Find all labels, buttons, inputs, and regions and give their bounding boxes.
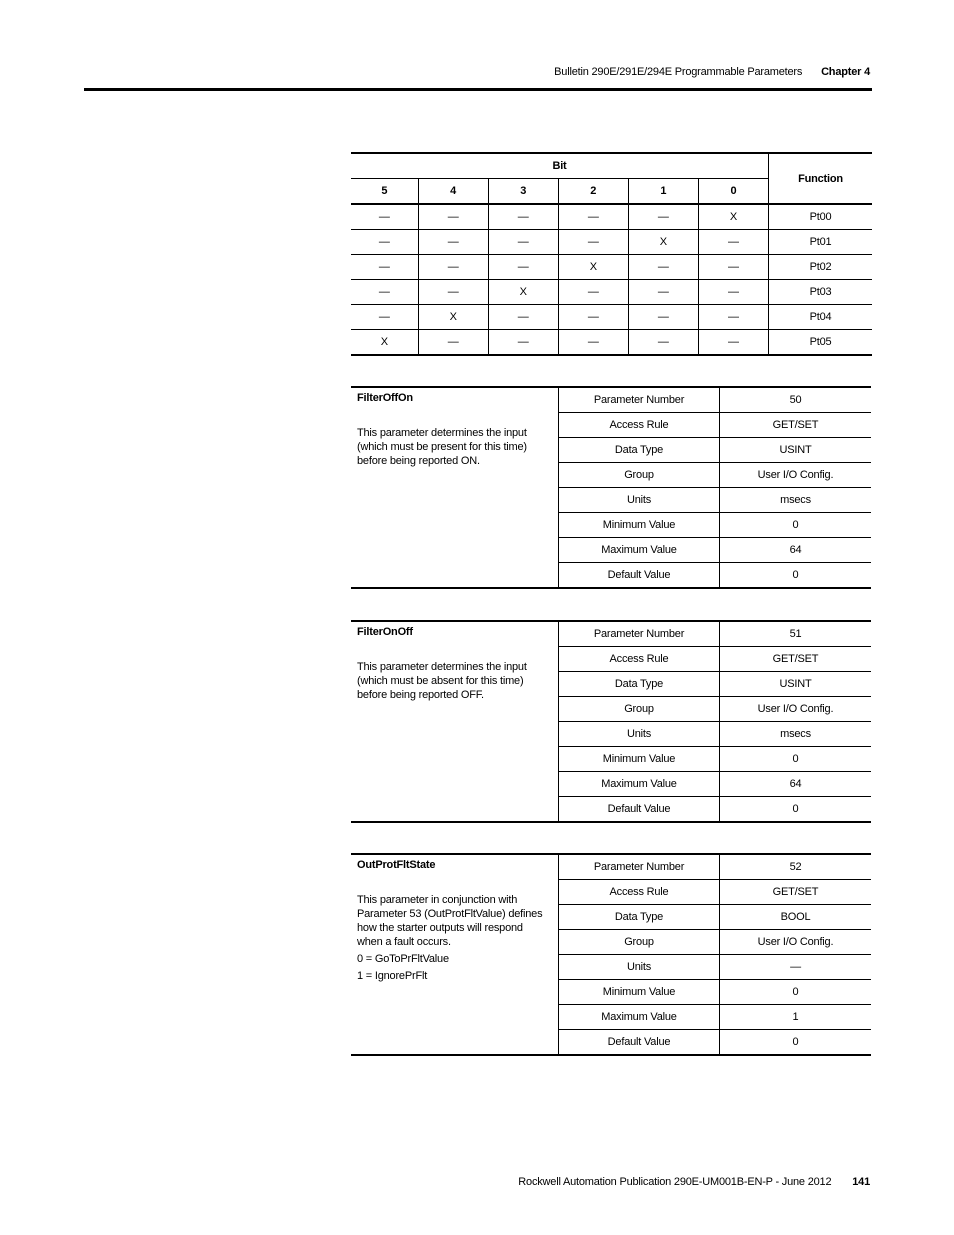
table-row [351, 387, 871, 413]
param-field-label: Group [559, 463, 720, 488]
param-field-label: Data Type [559, 905, 720, 930]
param-field-label: Units [559, 955, 720, 980]
param-table-filteroffon [351, 386, 871, 589]
option-line: 1 = IgnorePrFlt [357, 970, 428, 982]
param-field-label: Parameter Number [559, 854, 720, 880]
bit-cell: X [380, 336, 388, 348]
param-title: FilterOffOn [357, 392, 413, 404]
function-cell: Pt02 [769, 255, 873, 280]
param-field-value: BOOL [720, 905, 872, 930]
param-field-value: USINT [720, 438, 872, 463]
param-field-value: 0 [792, 803, 799, 815]
table-row [351, 255, 872, 280]
param-field-value: GET/SET [720, 880, 872, 905]
description-line: before being reported OFF. [357, 689, 484, 701]
param-field-label: Units [559, 488, 720, 513]
bit-cell: — [351, 280, 418, 305]
description-line: how the starter outputs will respond [357, 922, 523, 934]
param-title: OutProtFltState [357, 859, 436, 871]
bit-number-header: 0 [698, 179, 768, 205]
page-number: 141 [852, 1176, 870, 1188]
param-description [351, 854, 559, 1055]
param-description [351, 387, 559, 588]
param-field-value: 1 [720, 1005, 872, 1030]
param-field-value: 0 [720, 980, 872, 1005]
param-field-label: Units [559, 722, 720, 747]
bit-cell: — [351, 204, 418, 230]
bit-function-table [351, 152, 872, 356]
description-line: This parameter in conjunction with [357, 894, 518, 906]
bit-cell: — [698, 280, 768, 305]
param-field-label: Default Value [559, 797, 720, 823]
function-cell: Pt03 [769, 280, 873, 305]
param-description [351, 621, 559, 822]
param-field-value: 0 [720, 513, 872, 538]
param-field-label: Access Rule [559, 413, 720, 438]
table-row [351, 280, 872, 305]
param-field-value: GET/SET [720, 413, 872, 438]
bit-cell: — [418, 255, 488, 280]
bit-number-header: 2 [558, 179, 628, 205]
bit-cell: — [698, 230, 768, 255]
param-field-label: Access Rule [559, 647, 720, 672]
bit-cell: — [628, 255, 698, 280]
param-table-filteronoff [351, 620, 871, 823]
bit-cell: — [418, 280, 488, 305]
description-line: This parameter determines the input [357, 661, 527, 673]
bit-cell: — [488, 255, 558, 280]
bit-cell: — [418, 330, 488, 356]
param-field-label: Maximum Value [559, 538, 720, 563]
function-cell: Pt05 [769, 330, 873, 356]
bit-cell: — [558, 230, 628, 255]
param-field-value: GET/SET [720, 647, 872, 672]
function-header: Function [769, 153, 873, 204]
param-field-value: User I/O Config. [720, 930, 872, 955]
bit-cell: — [488, 230, 558, 255]
param-field-value: USINT [720, 672, 872, 697]
description-line: before being reported ON. [357, 455, 480, 467]
table-row [351, 854, 871, 880]
bit-cell: — [558, 305, 628, 330]
table-row [351, 621, 871, 647]
param-field-value: 0 [720, 747, 872, 772]
bit-cell: — [351, 305, 418, 330]
bit-cell: — [628, 280, 698, 305]
bit-cell: — [351, 255, 418, 280]
param-field-label: Maximum Value [559, 772, 720, 797]
param-field-label: Parameter Number [559, 387, 720, 413]
param-field-label: Maximum Value [559, 1005, 720, 1030]
bit-cell: — [698, 330, 768, 356]
param-field-label: Group [559, 930, 720, 955]
param-field-label: Data Type [559, 438, 720, 463]
running-header [554, 66, 870, 78]
param-field-label: Parameter Number [559, 621, 720, 647]
bit-cell: — [488, 330, 558, 356]
param-field-value: 52 [720, 854, 872, 880]
param-field-label: Access Rule [559, 880, 720, 905]
param-field-label: Data Type [559, 672, 720, 697]
param-field-value: 0 [792, 569, 799, 581]
bit-cell: — [558, 330, 628, 356]
bit-cell: — [558, 280, 628, 305]
description-line: (which must be present for this time) [357, 441, 527, 453]
param-field-value: 64 [720, 772, 872, 797]
description-line: Parameter 53 (OutProtFltValue) defines [357, 908, 543, 920]
param-title: FilterOnOff [357, 626, 413, 638]
function-cell: Pt04 [769, 305, 873, 330]
param-field-value: 64 [720, 538, 872, 563]
bit-cell: — [558, 204, 628, 230]
header-rule [84, 88, 872, 91]
param-field-label: Minimum Value [559, 513, 720, 538]
bit-cell: — [628, 330, 698, 356]
param-field-label: Group [559, 697, 720, 722]
bit-cell: X [558, 255, 628, 280]
bit-cell: — [698, 255, 768, 280]
bit-header: Bit [351, 153, 769, 179]
param-field-value: — [720, 955, 872, 980]
param-table-outprotfltstate [351, 853, 871, 1056]
bit-cell: — [628, 204, 698, 230]
bit-cell: — [418, 230, 488, 255]
param-field-label: Minimum Value [559, 747, 720, 772]
description-line: when a fault occurs. [357, 936, 451, 948]
param-field-value: 50 [720, 387, 872, 413]
bit-cell: — [698, 305, 768, 330]
chapter-label: Chapter 4 [821, 66, 870, 78]
param-field-label: Minimum Value [559, 980, 720, 1005]
bit-cell: X [698, 204, 768, 230]
bit-cell: X [628, 230, 698, 255]
bit-cell: — [488, 204, 558, 230]
param-field-label: Default Value [559, 1030, 720, 1056]
bit-number-header: 1 [628, 179, 698, 205]
bit-cell: — [418, 204, 488, 230]
description-line: This parameter determines the input [357, 427, 527, 439]
function-cell: Pt00 [769, 204, 873, 230]
publication-info: Rockwell Automation Publication 290E-UM001B-EN-P - June 2012 [518, 1176, 832, 1188]
table-row [351, 305, 872, 330]
param-field-value: msecs [720, 722, 872, 747]
bit-cell: X [488, 280, 558, 305]
table-row [351, 204, 872, 230]
function-cell: Pt01 [769, 230, 873, 255]
table-row [351, 330, 872, 356]
bit-number-header: 3 [488, 179, 558, 205]
bit-cell: X [418, 305, 488, 330]
page-footer [518, 1176, 870, 1188]
option-line: 0 = GoToPrFltValue [357, 953, 449, 965]
param-field-value: User I/O Config. [720, 697, 872, 722]
description-line: (which must be absent for this time) [357, 675, 524, 687]
param-field-value: msecs [720, 488, 872, 513]
bit-table-body [351, 204, 872, 355]
bit-number-header: 4 [418, 179, 488, 205]
bit-cell: — [351, 230, 418, 255]
param-field-value: User I/O Config. [720, 463, 872, 488]
running-title: Bulletin 290E/291E/294E Programmable Parameters [554, 66, 803, 78]
param-field-value: 0 [792, 1036, 799, 1048]
param-field-value: 51 [720, 621, 872, 647]
bit-cell: — [488, 305, 558, 330]
bit-number-header: 5 [351, 179, 418, 205]
bit-cell: — [628, 305, 698, 330]
param-field-label: Default Value [559, 563, 720, 589]
table-row [351, 230, 872, 255]
